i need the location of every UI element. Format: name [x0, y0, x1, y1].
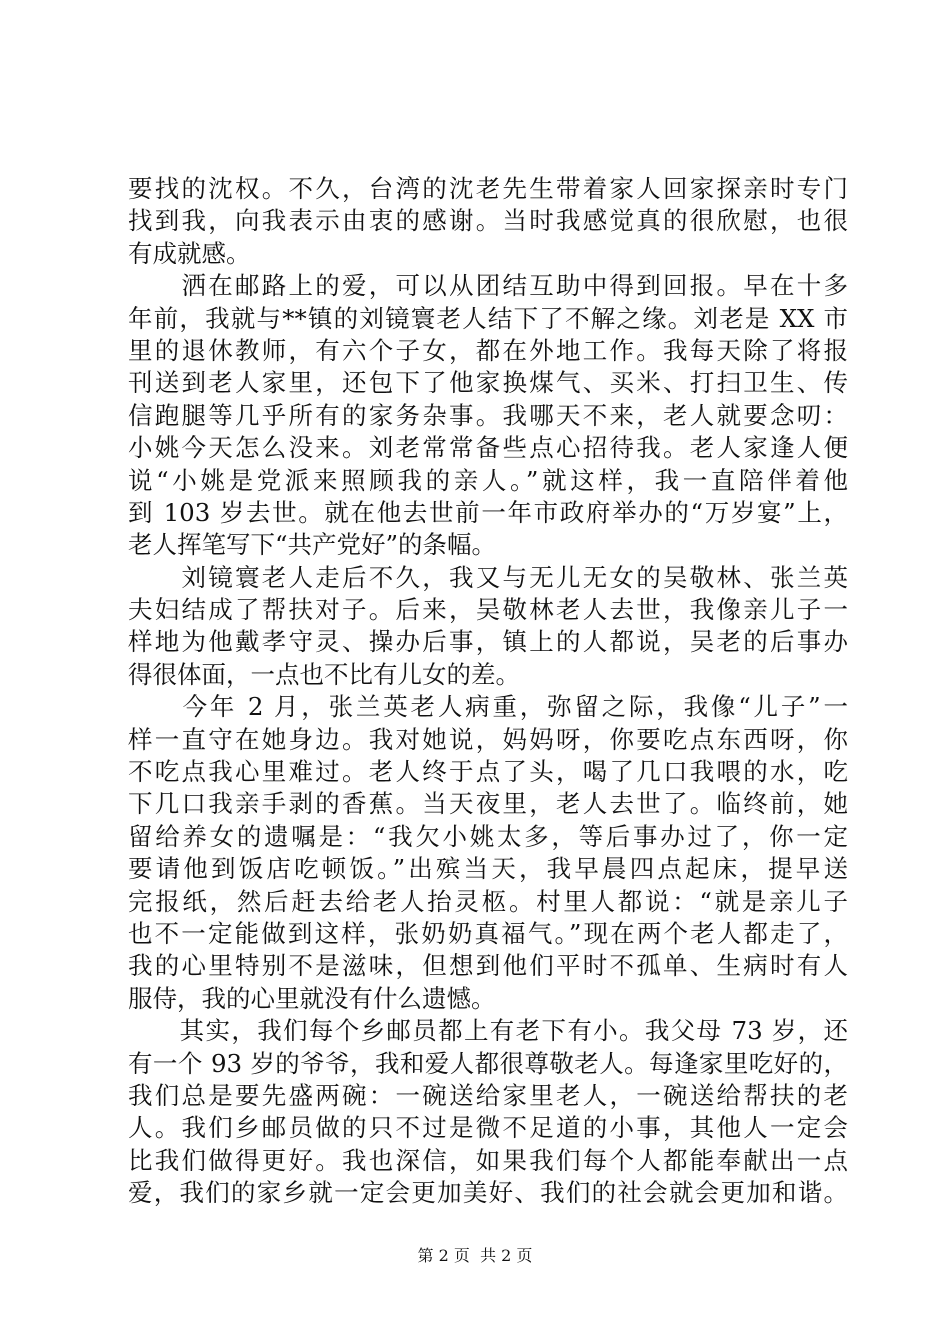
text-line: 找到我，向我表示由衷的感谢。当时我感觉真的很欣慰，也很: [128, 206, 848, 236]
text-line: 今年 2 月，张兰英老人病重，弥留之际，我像“儿子”一: [128, 692, 848, 722]
text-line: 完报纸，然后赶去给老人抬灵柩。村里人都说：“就是亲儿子: [128, 886, 848, 916]
text-line: 有一个 93 岁的爷爷，我和爱人都很尊敬老人。每逢家里吃好的，: [128, 1048, 848, 1078]
text-line: 刊送到老人家里，还包下了他家换煤气、买米、打扫卫生、传: [128, 368, 848, 398]
text-line: 也不一定能做到这样，张奶奶真福气。”现在两个老人都走了，: [128, 918, 848, 948]
text-line: 其实，我们每个乡邮员都上有老下有小。我父母 73 岁，还: [128, 1016, 848, 1046]
text-line: 小姚今天怎么没来。刘老常常备些点心招待我。老人家逢人便: [128, 433, 848, 463]
text-line: 刘镜寰老人走后不久，我又与无儿无女的吴敬林、张兰英: [128, 562, 848, 592]
text-line: 服侍，我的心里就没有什么遗憾。: [128, 983, 496, 1013]
text-line: 夫妇结成了帮扶对子。后来，吴敬林老人去世，我像亲儿子一: [128, 595, 848, 625]
text-line: 信跑腿等几乎所有的家务杂事。我哪天不来，老人就要念叨：: [128, 400, 848, 430]
text-line: 要找的沈权。不久，台湾的沈老先生带着家人回家探亲时专门: [128, 174, 848, 203]
text-line: 老人挥笔写下“共产党好”的条幅。: [128, 530, 497, 560]
text-line: 爱，我们的家乡就一定会更加美好、我们的社会就会更加和谐。: [128, 1178, 848, 1208]
text-line: 要请他到饭店吃顿饭。”出殡当天，我早晨四点起床，提早送: [128, 854, 848, 884]
text-line: 有成就感。: [128, 238, 251, 268]
body-text: [128, 173, 848, 1210]
text-line: 样一直守在她身边。我对她说，妈妈呀，你要吃点东西呀，你: [128, 724, 848, 754]
text-line: 得很体面，一点也不比有儿女的差。: [128, 659, 520, 689]
text-line: 比我们做得更好。我也深信，如果我们每个人都能奉献出一点: [128, 1145, 848, 1175]
text-line: 说“小姚是党派来照顾我的亲人。”就这样，我一直陪伴着他: [128, 465, 848, 495]
text-line: 到 103 岁去世。就在他去世前一年市政府举办的“万岁宴”上，: [128, 497, 848, 527]
page-footer: 第 2 页 共 2 页: [417, 1246, 533, 1265]
text-line: 留给养女的遗嘱是：“我欠小姚太多，等后事办过了，你一定: [128, 821, 848, 851]
text-line: 样地为他戴孝守灵、操办后事，镇上的人都说，吴老的后事办: [128, 627, 848, 657]
text-line: 不吃点我心里难过。老人终于点了头，喝了几口我喂的水，吃: [128, 757, 848, 787]
text-line: 人。我们乡邮员做的只不过是微不足道的小事，其他人一定会: [128, 1113, 848, 1143]
text-line: 下几口我亲手剥的香蕉。当天夜里，老人去世了。临终前，她: [128, 789, 848, 819]
text-line: 年前，我就与**镇的刘镜寰老人结下了不解之缘。刘老是 XX 市: [128, 303, 848, 333]
text-line: 我们总是要先盛两碗：一碗送给家里老人，一碗送给帮扶的老: [128, 1080, 848, 1110]
text-line: 我的心里特别不是滋味，但想到他们平时不孤单、生病时有人: [128, 951, 848, 981]
text-line: 里的退休教师，有六个子女，都在外地工作。我每天除了将报: [128, 335, 848, 365]
text-line: 洒在邮路上的爱，可以从团结互助中得到回报。早在十多: [128, 271, 848, 301]
